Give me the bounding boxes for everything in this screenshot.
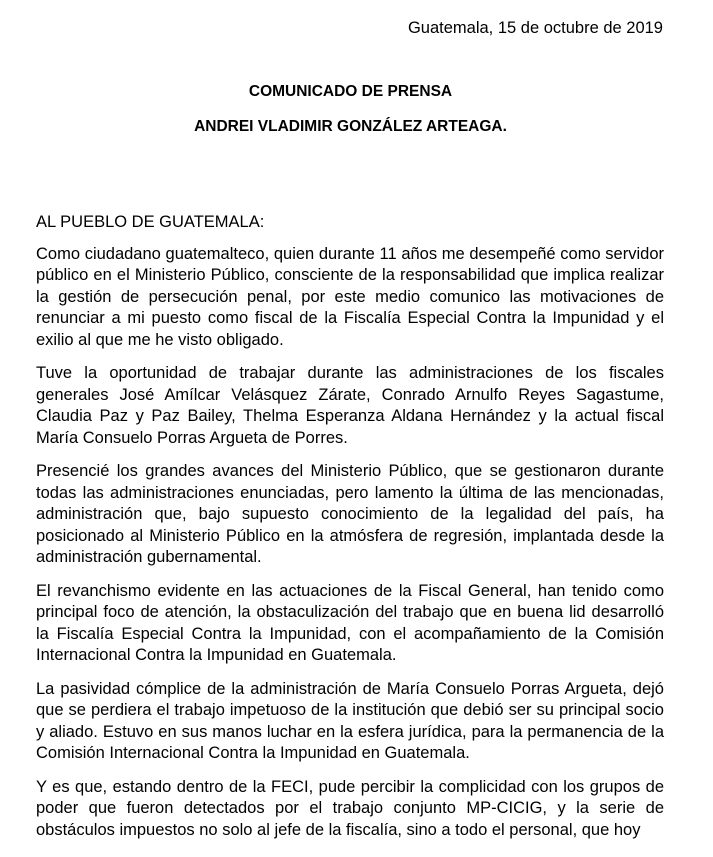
author-name: ANDREI VLADIMIR GONZÁLEZ ARTEAGA. xyxy=(194,118,507,135)
paragraph-1: Como ciudadano guatemalteco, quien durante 11 años me desempeñé como servidor público en el Ministerio Público, consciente de la responsabilidad que implica realizar la gestión de persecución penal, por este medio comunico las motivaciones de renunciar a mi puesto como fiscal de la Fiscalía Especial Contra la Impunidad y el exilio al que me he visto obligado. xyxy=(36,244,664,349)
salutation: AL PUEBLO DE GUATEMALA: xyxy=(36,213,265,231)
paragraph-6: Y es que, estando dentro de la FECI, pude percibir la complicidad con los grupos de poder que fueron detectados por el trabajo conjunto MP-CICIG, y la serie de obstáculos impuestos no solo al jefe de la fiscalía, sino a todo el personal, que hoy xyxy=(36,777,664,839)
paragraph-5: La pasividad cómplice de la administración de María Consuelo Porras Argueta, dejó que se perdiera el trabajo impetuoso de la institución que debió ser su principal socio y aliado. Estuvo en sus manos luchar en la esfera jurídica, para la permanencia de la Comisión Internacional Contra la Impunidad en Guatemala. xyxy=(36,679,664,762)
paragraph-2: Tuve la oportunidad de trabajar durante las administraciones de los fiscales generales José Amílcar Velásquez Zárate, Conrado Arnulfo Reyes Sagastume, Claudia Paz y Paz Bailey, Thelma Esperanza Aldana Hernández y la actual fiscal María Consuelo Porras Argueta de Porres. xyxy=(36,364,664,447)
date-line: Guatemala, 15 de octubre de 2019 xyxy=(407,19,663,37)
paragraph-4: El revanchismo evidente en las actuaciones de la Fiscal General, han tenido como principal foco de atención, la obstaculización del trabajo que en buena lid desarrolló la Fiscalía Especial Contra la Impunidad, con el acompañamiento de la Comisión Internacional Contra la Impunidad en Guatemala. xyxy=(36,581,664,664)
paragraph-3: Presencié los grandes avances del Ministerio Público, que se gestionaron durante todas las administraciones enunciadas, pero lamento la última de las mencionadas, administración que, bajo supuesto conocimiento de la legalidad del país, ha posicionado al Ministerio Público en la atmósfera de regresión, implantada desde la administración gubernamental. xyxy=(36,462,664,566)
document-title: COMUNICADO DE PRENSA xyxy=(248,83,453,100)
letter-body xyxy=(36,212,664,853)
